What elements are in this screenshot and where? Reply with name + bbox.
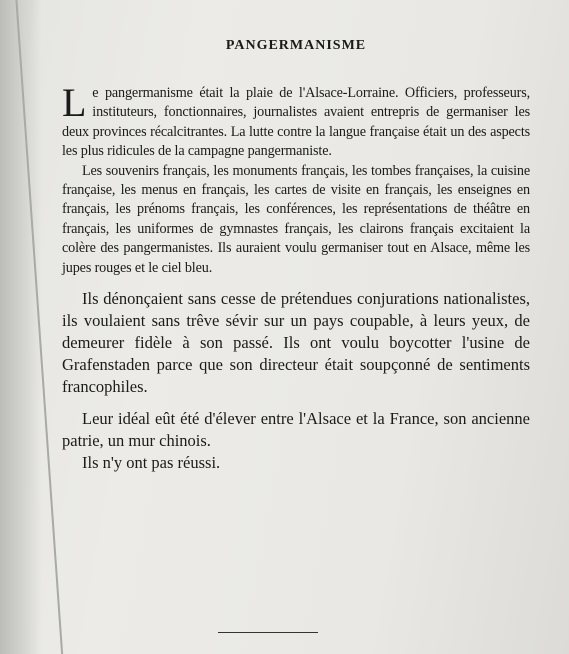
drop-cap: L xyxy=(62,80,87,125)
page-content xyxy=(62,38,530,474)
paragraph-4: Leur idéal eût été d'élever entre l'Alsace et la France, son ancienne patrie, un mur chinois. xyxy=(62,409,530,451)
page-fold-shadow xyxy=(0,0,42,654)
paragraph-1 xyxy=(62,80,530,162)
paragraph-5: Ils n'y ont pas réussi. xyxy=(82,453,221,473)
page-title: PANGERMANISME xyxy=(225,38,367,53)
paragraph-1-text: e pangermanisme était la plaie de l'Alsace-Lorraine. Officiers, professeurs, instituteurs, fonctionnaires, journalistes avaient entrepris de germaniser les deux provinces récalcitrantes. La lutte contre la langue française était un des aspects les plus ridicules de la campagne pangermaniste. xyxy=(62,85,530,160)
paragraph-2: Les souvenirs français, les monuments français, les tombes françaises, la cuisine française, les menus en français, les cartes de visite en français, les enseignes en français, les prénoms français, les conférences, les représentations de théâtre en français, les uniformes de gymnastes français, les clairons français excitaient la colère des pangermanistes. Ils auraient voulu germaniser tout en Alsace, même les jupes rouges et le ciel bleu. xyxy=(62,162,530,276)
paragraph-gap xyxy=(62,278,530,288)
paragraph-gap xyxy=(62,398,530,408)
paragraph-3: Ils dénonçaient sans cesse de prétendues conjurations nationalistes, ils voulaient sans trêve sévir sur un pays coupable, à leurs yeux, de demeurer fidèle à son passé. Ils ont voulu boycotter l'usine de Grafenstaden parce que son directeur était soupçonné de sentiments francophiles. xyxy=(62,289,530,397)
end-rule-divider xyxy=(218,632,318,633)
